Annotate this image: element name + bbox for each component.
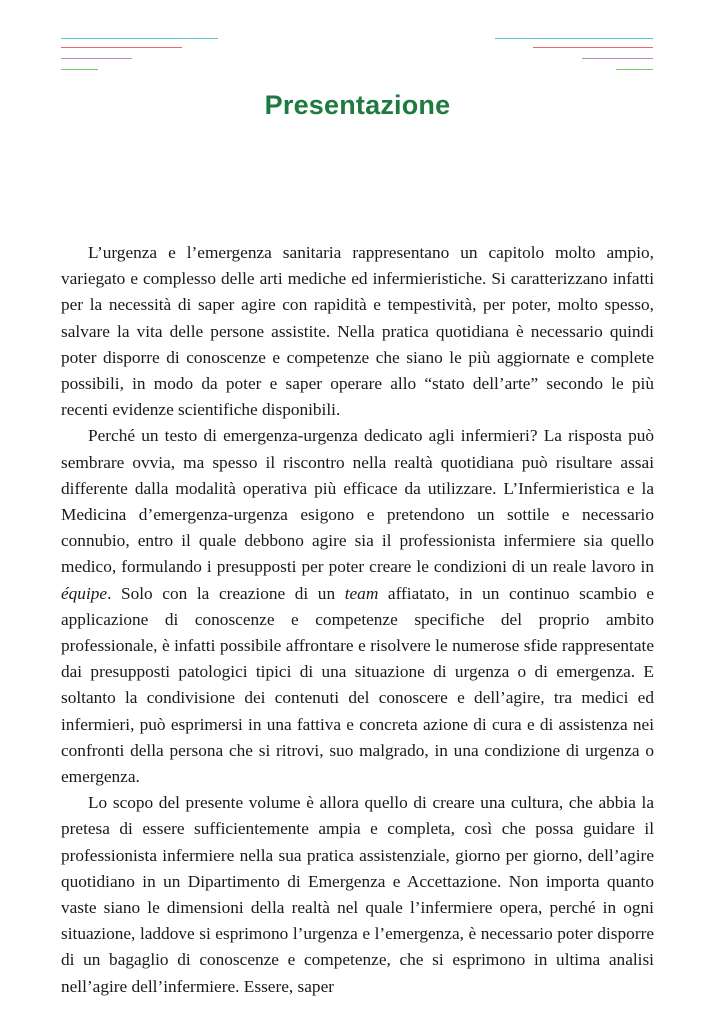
header-decoration-line-teal-left xyxy=(61,38,218,39)
paragraph-2-part-1: Perché un testo di emergenza-urgenza dedicato agli infermieri? La risposta può sembrare ovvia, ma spesso il riscontro nella realtà quotidiana può risultare assai differente dalla modalità operativa più efficace da utilizzare. L’Infermieristica e la Medicina d’emergenza-urgenza esigono e pretendono un sottile e necessario connubio, entro il quale debbono agire sia il professionista infermiere sia quello medico, formulando i presupposti per poter creare le condizioni di un reale lavoro in xyxy=(61,426,654,577)
header-decoration-line-green-right xyxy=(616,69,653,70)
header-decoration-line-purple-right xyxy=(582,58,653,59)
header-decoration-line-red-right xyxy=(533,47,653,48)
paragraph-2-part-3: affiatato, in un continuo scambio e applicazione di conoscenze e competenze specifiche del proprio ambito professionale, è infatti possibile affrontare e risolvere le numerose sfide rappresentate dai presupposti patologici tipici di una situazione di urgenza o di emergenza. E soltanto la condivisione dei contenuti del conoscere e dell’agire, tra medici ed infermieri, può esprimersi in una fattiva e concreta azione di cura e di assistenza nei confronti della persona che si ritrovi, suo malgrado, in una condizione di urgenza o emergenza. xyxy=(61,583,654,787)
paragraph-2-italic-team: team xyxy=(344,583,379,603)
paragraph-2-italic-equipe: équipe xyxy=(61,583,108,603)
paragraph-1: L’urgenza e l’emergenza sanitaria rappresentano un capitolo molto ampio, variegato e complesso delle arti mediche ed infermieristiche. Si caratterizzano infatti per la necessità di saper agire con rapidità e tempestività, per poter, molto spesso, salvare la vita delle persone assistite. Nella pratica quotidiana è necessario quindi poter disporre di conoscenze e competenze che siano le più aggiornate e complete possibili, in modo da poter e saper operare allo “stato dell’arte” secondo le più recenti evidenze scientifiche disponibili. xyxy=(61,243,654,420)
page-title: Presentazione xyxy=(264,90,451,120)
header-decoration-line-teal-right xyxy=(495,38,653,39)
paragraph-2-part-2: . Solo con la creazione di un xyxy=(107,583,345,603)
header-decoration-line-red-left xyxy=(61,47,182,48)
paragraph-2 xyxy=(61,423,654,790)
header-decoration-line-purple-left xyxy=(61,58,132,59)
body-text xyxy=(61,240,654,1000)
header-decoration-line-green-left xyxy=(61,69,98,70)
paragraph-3: Lo scopo del presente volume è allora quello di creare una cultura, che abbia la pretesa di essere sufficientemente ampia e completa, così che possa guidare il professionista infermiere nella sua pratica assistenziale, giorno per giorno, dell’agire quotidiano in un Dipartimento di Emergenza e Accettazione. Non importa quanto vaste siano le dimensioni della realtà nel quale l’infermiere opera, perché in ogni situazione, laddove si esprimono l’urgenza e l’emergenza, è necessario poter disporre di un bagaglio di conoscenze e competenze, che si esprimono in ultima analisi nell’agire dell’infermiere. Essere, saper xyxy=(61,793,654,996)
